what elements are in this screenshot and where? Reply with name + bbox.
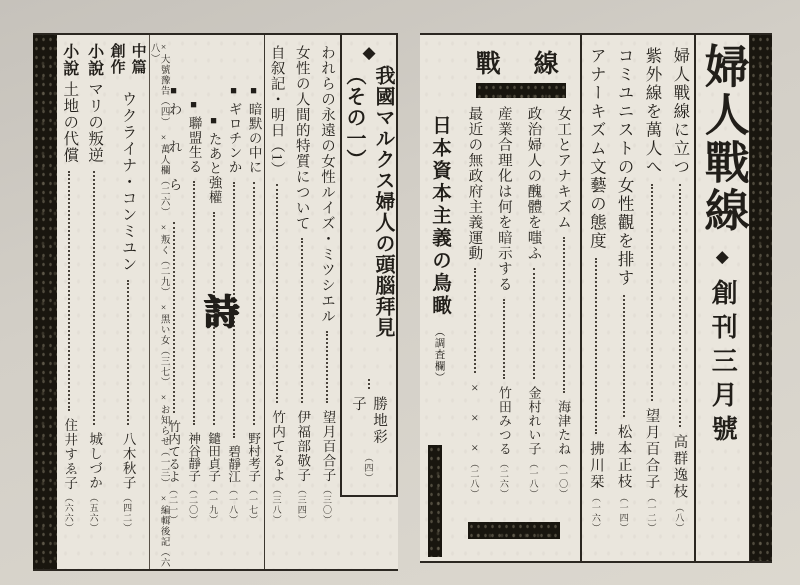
- dotted-leader: [503, 299, 505, 379]
- toc-entry: [265, 45, 290, 525]
- work-entry: [57, 43, 82, 533]
- issue-label: 創刊三月號: [708, 279, 738, 449]
- entry-author: 望月百合子: [320, 409, 336, 482]
- entry-title: 婦人戰線に立つ: [670, 47, 690, 177]
- dotted-leader: [326, 331, 328, 403]
- entry-title: 暗默の中に: [246, 102, 262, 175]
- dotted-leader: [93, 171, 95, 426]
- entry-title: 最近の無政府主義運動: [466, 106, 483, 261]
- entry-page-number: （二六）: [498, 459, 509, 499]
- toc-entry: [290, 45, 315, 525]
- entry-page-number: （一四）: [618, 493, 629, 533]
- poem-entry: [164, 85, 184, 525]
- dotted-leader: [68, 171, 70, 411]
- toc-entry: [638, 47, 666, 533]
- entry-author: × × ×: [467, 380, 483, 456]
- dotted-leader: [368, 379, 370, 389]
- entry-title: 女工とアナキズム: [555, 106, 572, 230]
- square-bullet-icon: ■: [167, 85, 180, 97]
- entry-page-number: （三〇）: [321, 485, 332, 525]
- entry-page-number: （二一）: [168, 485, 179, 525]
- notices-column: ×大號豫告（四） ×萬人欄（二六） ×叛く（二九） ×黑い女（三七） ×お知らせ（一三） ×編輯後記（六八）: [149, 35, 168, 569]
- square-bullet-icon: ■: [187, 99, 200, 111]
- entry-page-number: （五六）: [88, 493, 99, 533]
- entry-page-number: （四）: [363, 453, 374, 483]
- entry-author: 八木秋子: [120, 432, 136, 490]
- entry-title: 政治婦人の醜體を嗤ふ: [525, 106, 542, 261]
- entry-page-number: （一七）: [248, 485, 259, 525]
- masthead: [694, 35, 750, 561]
- entry-title: 女性の人間的特質について: [293, 45, 310, 231]
- entry-author: 鑓田貞子: [206, 432, 221, 482]
- lead-article-box: [340, 35, 398, 497]
- battle-line-entries: [458, 102, 580, 561]
- dotted-leader: [563, 237, 565, 393]
- entry-author: 城しづか: [87, 432, 103, 490]
- toc-entry: [519, 106, 549, 499]
- entry-page-number: （一二）: [646, 493, 657, 533]
- entry-title: マリの叛逆: [86, 81, 104, 164]
- section-header-ink-bar: [476, 83, 566, 98]
- left-articles: [264, 35, 340, 569]
- magazine-title: 婦人戰線: [697, 43, 748, 235]
- dotted-leader: [533, 268, 535, 379]
- survey-note: （調査欄）: [433, 325, 445, 383]
- entry-author: 住井すゑ子: [62, 417, 78, 490]
- work-entry: [82, 43, 107, 533]
- entry-page-number: （二八）: [469, 459, 480, 499]
- entry-author: 海津たね: [556, 400, 572, 456]
- entry-title: われら: [166, 102, 182, 216]
- diamond-icon: ◆: [713, 247, 733, 267]
- square-bullet-icon: ■: [227, 85, 240, 97]
- dotted-leader: [253, 182, 255, 426]
- entry-page-number: （四二）: [122, 493, 133, 533]
- toc-entry: [582, 47, 610, 533]
- entry-author: 望月百合子: [643, 407, 660, 490]
- fiction-section: [57, 35, 149, 569]
- entry-author: 伊福部敬子: [295, 409, 311, 482]
- square-bullet-icon: ■: [207, 115, 220, 127]
- dotted-leader: [623, 295, 625, 418]
- dotted-leader: [173, 222, 175, 412]
- genre-label: 小說: [60, 43, 78, 77]
- entry-title: 産業合理化は何を暗示する: [495, 106, 512, 292]
- poetry-section: [168, 35, 264, 569]
- left-edge-ink-bar: [33, 35, 57, 569]
- toc-entry: [610, 47, 638, 533]
- entry-title: コミユニストの女性觀を排す: [615, 47, 635, 288]
- entry-page-number: （六六）: [63, 493, 74, 533]
- poetry-section-label: 詩: [199, 293, 239, 328]
- entry-author: 勝地彩子: [350, 396, 387, 446]
- entry-author: 拂川栞: [587, 440, 604, 490]
- entry-page-number: （三四）: [296, 485, 307, 525]
- survey-column: [420, 35, 458, 561]
- entry-author: 碧靜江: [226, 444, 241, 482]
- entry-page-number: （一九）: [208, 485, 219, 525]
- entry-title: ギロチンか: [226, 102, 242, 175]
- entry-author: 竹内てるよ: [166, 419, 181, 482]
- survey-title: 日本資本主義の鳥瞰: [429, 115, 450, 318]
- entry-page-number: （三八）: [271, 485, 282, 525]
- dotted-leader: [276, 184, 278, 402]
- entry-author: 高群逸枝: [671, 434, 688, 500]
- entry-page-number: （一六）: [590, 493, 601, 533]
- entry-title: 我國マルクス婦人の頭腦拜見（その一）: [343, 65, 394, 338]
- entry-title: アナーキズム文藝の態度: [587, 47, 607, 251]
- dotted-leader: [127, 280, 129, 426]
- diamond-icon: ◆: [360, 43, 379, 63]
- genre-label: 小說: [85, 43, 103, 77]
- entry-page-number: （一八）: [528, 459, 539, 499]
- genre-label: 創作: [108, 43, 125, 75]
- bottom-ink-bar: [468, 522, 560, 539]
- entry-page-number: （一〇）: [558, 459, 569, 499]
- survey-ink-bar: [428, 445, 442, 557]
- battle-line-section: [458, 35, 580, 561]
- toc-entry: [549, 106, 579, 499]
- lead-article-column: [340, 35, 398, 569]
- entry-title: ウクライナ・コンミユン: [119, 91, 137, 273]
- entry-page-number: （二〇）: [188, 485, 199, 525]
- toc-entry: [490, 106, 520, 499]
- dotted-leader: [595, 258, 597, 434]
- entry-author: 竹田みつる: [496, 386, 512, 456]
- right-edge-ink-bar: [750, 35, 772, 561]
- entry-title: 自叙記・明日（1）: [268, 45, 285, 178]
- entry-author: 松本正枝: [615, 424, 632, 490]
- toc-entry: [666, 47, 694, 533]
- dotted-leader: [301, 238, 303, 403]
- entry-title: 紫外線を萬人へ: [643, 47, 662, 177]
- genre-label: 中篇: [129, 43, 146, 75]
- entry-author: 神谷靜子: [186, 432, 201, 482]
- work-entry: [107, 43, 149, 533]
- entry-title: たあと強權: [206, 132, 222, 205]
- toc-entry: [315, 45, 340, 525]
- square-bullet-icon: ■: [247, 85, 260, 97]
- dotted-leader: [474, 268, 476, 373]
- entry-page-number: （一八）: [228, 485, 239, 525]
- entry-author: 金村れい子: [526, 386, 542, 456]
- feature-articles: [580, 35, 693, 561]
- poem-entry: [244, 85, 264, 525]
- entry-title: われらの永遠の女性ルイズ・ミツシエル: [318, 45, 335, 324]
- dotted-leader: [679, 184, 681, 428]
- entry-author: 竹内てるよ: [270, 409, 286, 482]
- entry-author: 野村考子: [246, 432, 261, 482]
- work-genre-header: [107, 43, 149, 87]
- right-page: [420, 33, 772, 563]
- left-page: [33, 33, 398, 571]
- entry-title: 土地の代償: [61, 81, 79, 164]
- entry-title: 聯盟生る: [186, 116, 202, 174]
- section-header: 戰 線: [475, 51, 563, 78]
- entry-page-number: （八）: [674, 503, 685, 533]
- dotted-leader: [651, 184, 653, 401]
- toc-entry: [460, 106, 490, 499]
